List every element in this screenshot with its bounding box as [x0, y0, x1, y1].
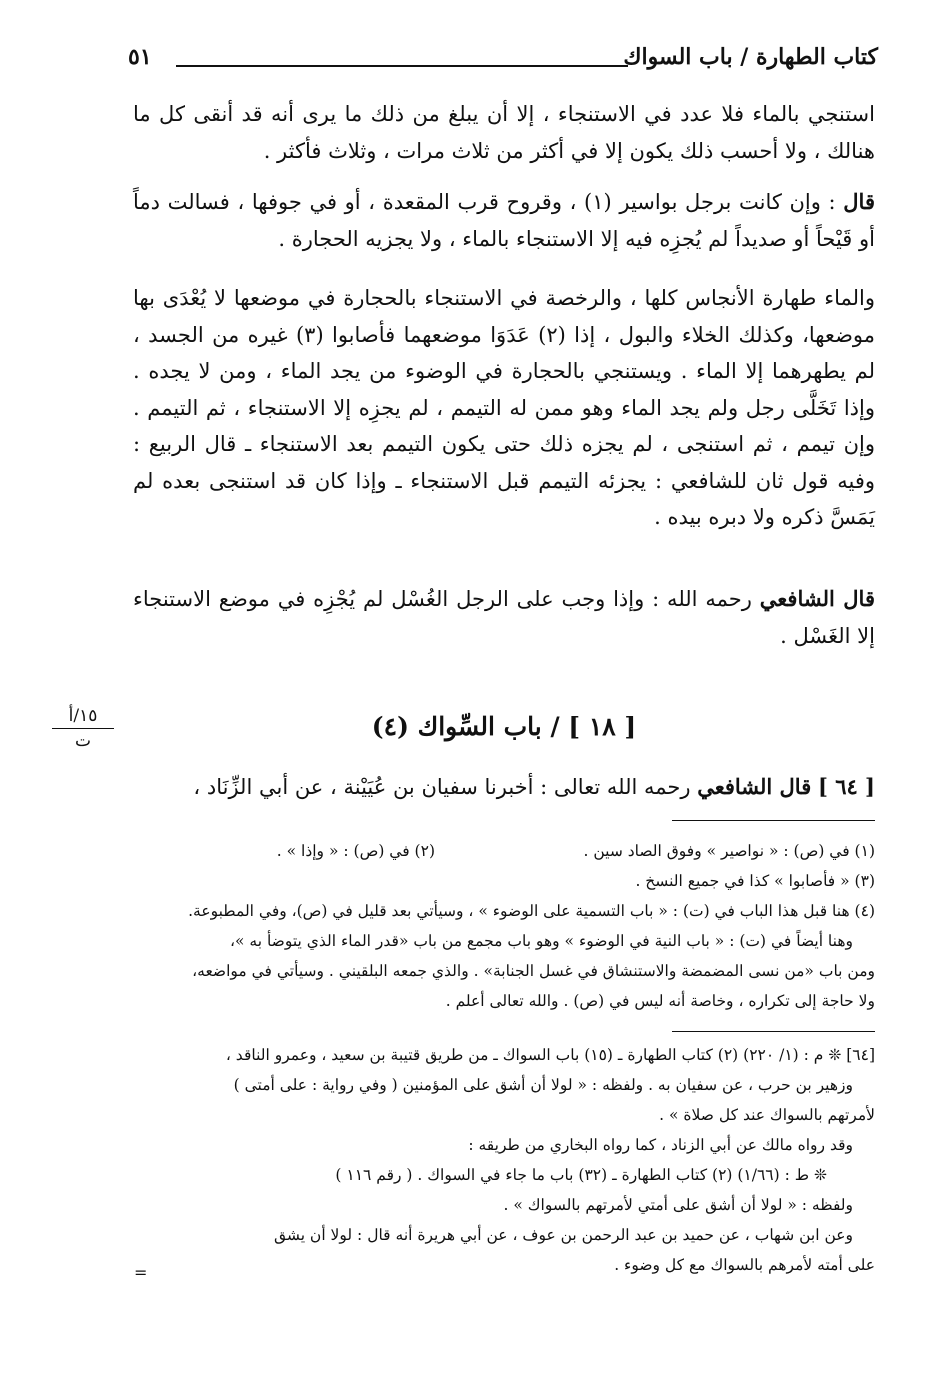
paragraph-4-lead: قال الشافعي: [759, 586, 875, 611]
folio-manuscript-siglum: ت: [74, 731, 91, 751]
footnote-4-line-3: ومن باب «من نسى المضمضة والاستنشاق في غسل الجنابة» . والذي جمعه البلقيني . وسيأتي في مواضعه،: [192, 962, 875, 980]
folio-number: ١٥/أ: [52, 706, 114, 729]
running-title: كتاب الطهارة / باب السواك: [623, 44, 878, 70]
header-rule: [176, 65, 628, 67]
paragraph-4-text: رحمه الله : وإذا وجب على الرجل الغُسْل لم يُجْزِه في موضع الاستنجاء إلا الغَسْل .: [133, 587, 875, 648]
footnote-3: (٣) « فأصابوا » كذا في جميع النسخ .: [635, 872, 875, 890]
paragraph-4: [133, 581, 875, 654]
takhrij-line-2: وزهير بن حرب ، عن سفيان به . ولفظه : « لولا أن أشق على المؤمنين ( وفي رواية : على أمتى ): [233, 1076, 853, 1094]
takhrij-line-7: وعن ابن شهاب ، عن حميد بن عبد الرحمن بن عوف ، عن أبي هريرة أنه قال : لولا أن يشق: [273, 1226, 853, 1244]
takhrij-line-4: وقد رواه مالك عن أبي الزناد ، كما رواه البخاري من طريقه :: [468, 1136, 853, 1154]
continuation-mark: =: [134, 1263, 148, 1282]
takhrij-notes: [133, 1040, 875, 1280]
hadith-64: [133, 770, 875, 804]
paragraph-3: والماء طهارة الأنجاس كلها ، والرخصة في الاستنجاء بالحجارة في موضعها لا يُعْدَى بها موضعها، وكذلك الخلاء والبول ، إذا (٢) عَدَوَا موضعهما فأصابوا (٣) غيره من الجسد ، لم يطهرهما إلا الماء . ويستنجي بالحجارة في الوضوء من يجد الماء ، ومن لا يجده . وإذا تَخَلَّى رجل ولم يجد الماء وهو ممن له التيمم ، لم يجزِه إلا الاستنجاء ، ثم التيمم . وإن تيمم ، ثم استنجى ، لم يجزه ذلك حتى يكون التيمم بعد الاستنجاء ـ قال الربيع : وفيه قول ثان للشافعي : يجزئه التيمم قبل الاستنجاء ـ وإذا كان قد استنجى بعده لم يَمَسَّ ذكره ولا دبره بيده .: [133, 286, 876, 529]
takhrij-separator: [672, 1031, 875, 1032]
takhrij-line-6: ولفظه : « لولا أن أشق على أمتي لأمرتهم بالسواك » .: [503, 1196, 853, 1214]
footnotes: [133, 836, 875, 1016]
page-header: [128, 44, 878, 80]
manuscript-folio-note: [52, 706, 114, 751]
paragraph-1: استنجي بالماء فلا عدد في الاستنجاء ، إلا أن يبلغ من ذلك ما يرى أنه قد أنقى كل ما هنالك ، ولا أحسب ذلك يكون إلا في أكثر من ثلاث مرات ، وثلاث فأكثر .: [133, 102, 875, 163]
hadith-lead: قال الشافعي: [697, 774, 812, 799]
footnote-4-line-2: وهنا أيضاً في (ت) : « باب النية في الوضوء » وهو باب مجمع من باب «قدر الماء الذي يتوضأ به »،: [229, 932, 853, 950]
footnote-2: (٢) في (ص) : « وإذا » .: [276, 842, 435, 860]
hadith-number: [ ٦٤ ]: [817, 774, 875, 799]
takhrij-line-1: [٦٤] ❊ م : (١/ ٢٢٠) (٢) كتاب الطهارة ـ (١٥) باب السواك ـ من طريق قتيبة بن سعيد ، وعمرو الناقد ،: [225, 1046, 875, 1064]
takhrij-line-5: ❊ ط : (١/٦٦) (٢) كتاب الطهارة ـ (٣٢) باب ما جاء في السواك . ( رقم ١١٦ ): [335, 1166, 827, 1184]
takhrij-line-8: على أمته لأمرهم بالسواك مع كل وضوء .: [614, 1256, 875, 1274]
paragraph-2-text: : وإن كانت برجل بواسير (١) ، وقروح قرب المقعدة ، أو في جوفها ، فسالت دماً أو قَيْحاً أو صديداً لم يُجزِه فيه إلا الاستنجاء بالماء ، ولا يجزيه الحجارة .: [133, 190, 875, 251]
footnote-1: (١) في (ص) : « نواصير » وفوق الصاد سين .: [583, 842, 875, 860]
footnote-4-line-1: (٤) هنا قبل هذا الباب في (ت) : « باب التسمية على الوضوء » ، وسيأتي بعد قليل في (ص)، وفي المطبوعة.: [188, 902, 875, 920]
footnote-row: [133, 836, 875, 866]
footnote-separator: [672, 820, 875, 821]
paragraph-2: [133, 184, 875, 257]
hadith-text: رحمه الله تعالى : أخبرنا سفيان بن عُيَيْنة ، عن أبي الزِّنَاد ،: [193, 775, 691, 799]
footnote-4-line-4: ولا حاجة إلى تكراره ، وخاصة أنه ليس في (ص) . والله تعالى أعلم .: [445, 992, 875, 1010]
paragraph-2-lead: قال: [843, 189, 875, 214]
takhrij-line-3: لأمرتهم بالسواك عند كل صلاة » .: [659, 1106, 875, 1124]
page-number: ٥١: [128, 44, 152, 70]
section-heading: [ ١٨ ] / باب السِّواك (٤): [371, 712, 637, 741]
